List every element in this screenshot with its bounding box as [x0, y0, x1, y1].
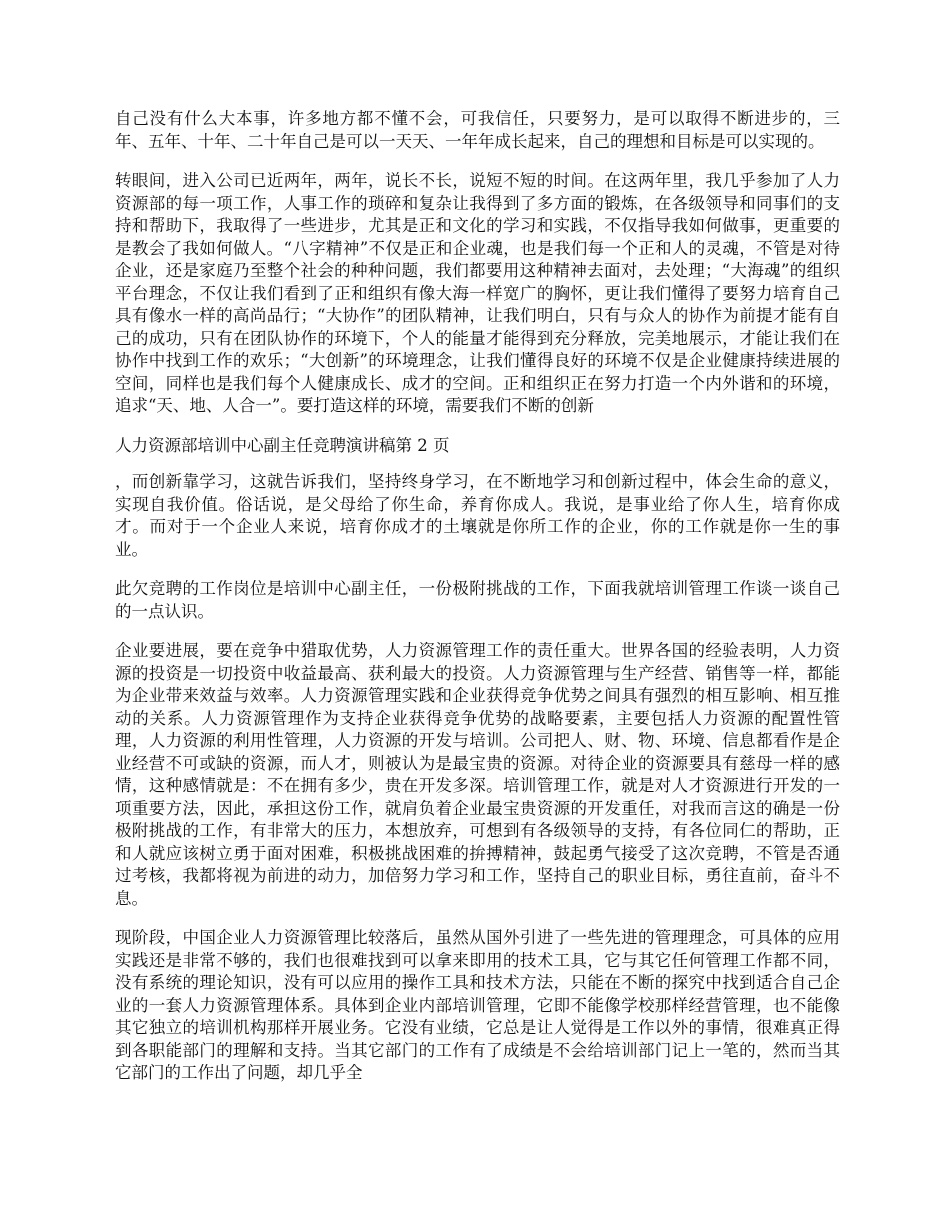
- page-header-title: 人力资源部培训中心副主任竞聘演讲稿第 2 页: [115, 435, 450, 455]
- paragraph-intro: 自己没有什么大本事，许多地方都不懂不会，可我信任，只要努力，是可以取得不断进步的，三年、五年、十年、二十年自己是可以一天天、一年年成长起来，自己的理想和目标是可以实现的。: [115, 109, 840, 151]
- document-page: [115, 108, 840, 1102]
- paragraph-hr-development: 企业要进展，要在竞争中猎取优势，人力资源管理工作的责任重大。世界各国的经验表明，人力资源的投资是一切投资中收益最高、获利最大的投资。人力资源管理与生产经营、销售等一样，都能为企业带来效益与效率。人力资源管理实践和企业获得竞争优势之间具有强烈的相互影响、相互推动的关系。人力资源管理作为支持企业获得竞争优势的战略要素，主要包括人力资源的配置性管理，人力资源的利用性管理，人力资源的开发与培训。公司把人、财、物、环境、信息都看作是企业经营不可或缺的资源，而人才，则被认为是最宝贵的资源。对待企业的资源要具有慈母一样的感情，这种感情就是：不在拥有多少，贵在开发多深。培训管理工作，就是对人才资源进行开发的一项重要方法，因此，承担这份工作，就肩负着企业最宝贵资源的开发重任，对我而言这的确是一份极附挑战的工作，有非常大的压力，本想放弃，可想到有各级领导的支持，有各位同仁的帮助，正和人就应该树立勇于面对困难，积极挑战困难的拚搏精神，鼓起勇气接受了这次竞聘，不管是否通过考核，我都将视为前进的动力，加倍努力学习和工作，坚持自己的职业目标，勇往直前，奋斗不息。: [115, 641, 840, 908]
- paragraph-current-stage: 现阶段，中国企业人力资源管理比较落后，虽然从国外引进了一些先进的管理理念，可具体的应用实践还是非常不够的，我们也很难找到可以拿来即用的技术工具，它与其它任何管理工作都不同，没有系统的理论知识，没有可以应用的操作工具和技术方法，只能在不断的探究中找到适合自己企业的一套人力资源管理体系。具体到企业内部培训管理，它即不能像学校那样经营管理，也不能像其它独立的培训机构那样开展业务。它没有业绩，它总是让人觉得是工作以外的事情，很难真正得到各职能部门的理解和支持。当其它部门的工作有了成绩是不会给培训部门记上一笔的，然而当其它部门的工作出了问题，却几乎全: [115, 928, 840, 1082]
- paragraph-position: 此欠竞聘的工作岗位是培训中心副主任，一份极附挑战的工作，下面我就培训管理工作谈一谈自己的一点认识。: [115, 579, 840, 621]
- paragraph-two-years: 转眼间，进入公司已近两年，两年，说长不长，说短不短的时间。在这两年里，我几乎参加了人力资源部的每一项工作，人事工作的琐碎和复杂让我得到了多方面的锻炼，在各级领导和同事们的支持和帮助下，我取得了一些进步，尤其是正和文化的学习和实践，不仅指导我如何做事，更重要的是教会了我如何做人。“八字精神”不仅是正和企业魂，也是我们每一个正和人的灵魂，不管是对待企业，还是家庭乃至整个社会的种种问题，我们都要用这种精神去面对，去处理；“大海魂”的组织平台理念，不仅让我们看到了正和组织有像大海一样宽广的胸怀，更让我们懂得了要努力培育自己具有像水一样的高尚品行；“大协作”的团队精神，让我们明白，只有与众人的协作为前提才能有自己的成功，只有在团队协作的环境下，个人的能量才能得到充分释放，完美地展示，才能让我们在协作中找到工作的欢乐；“大创新”的环境理念，让我们懂得良好的环境不仅是企业健康持续进展的空间，同样也是我们每个人健康成长、成才的空间。正和组织正在努力打造一个内外谐和的环境，追求“天、地、人合一”。要打造这样的环境，需要我们不断的创新: [115, 171, 840, 415]
- paragraph-innovation: ，而创新靠学习，这就告诉我们，坚持终身学习，在不断地学习和创新过程中，体会生命的意义，实现自我价值。俗话说，是父母给了你生命，养育你成人。我说，是事业给了你人生，培育你成才。而对于一个企业人来说，培育你成才的土壤就是你所工作的企业，你的工作就是你一生的事业。: [115, 472, 840, 559]
